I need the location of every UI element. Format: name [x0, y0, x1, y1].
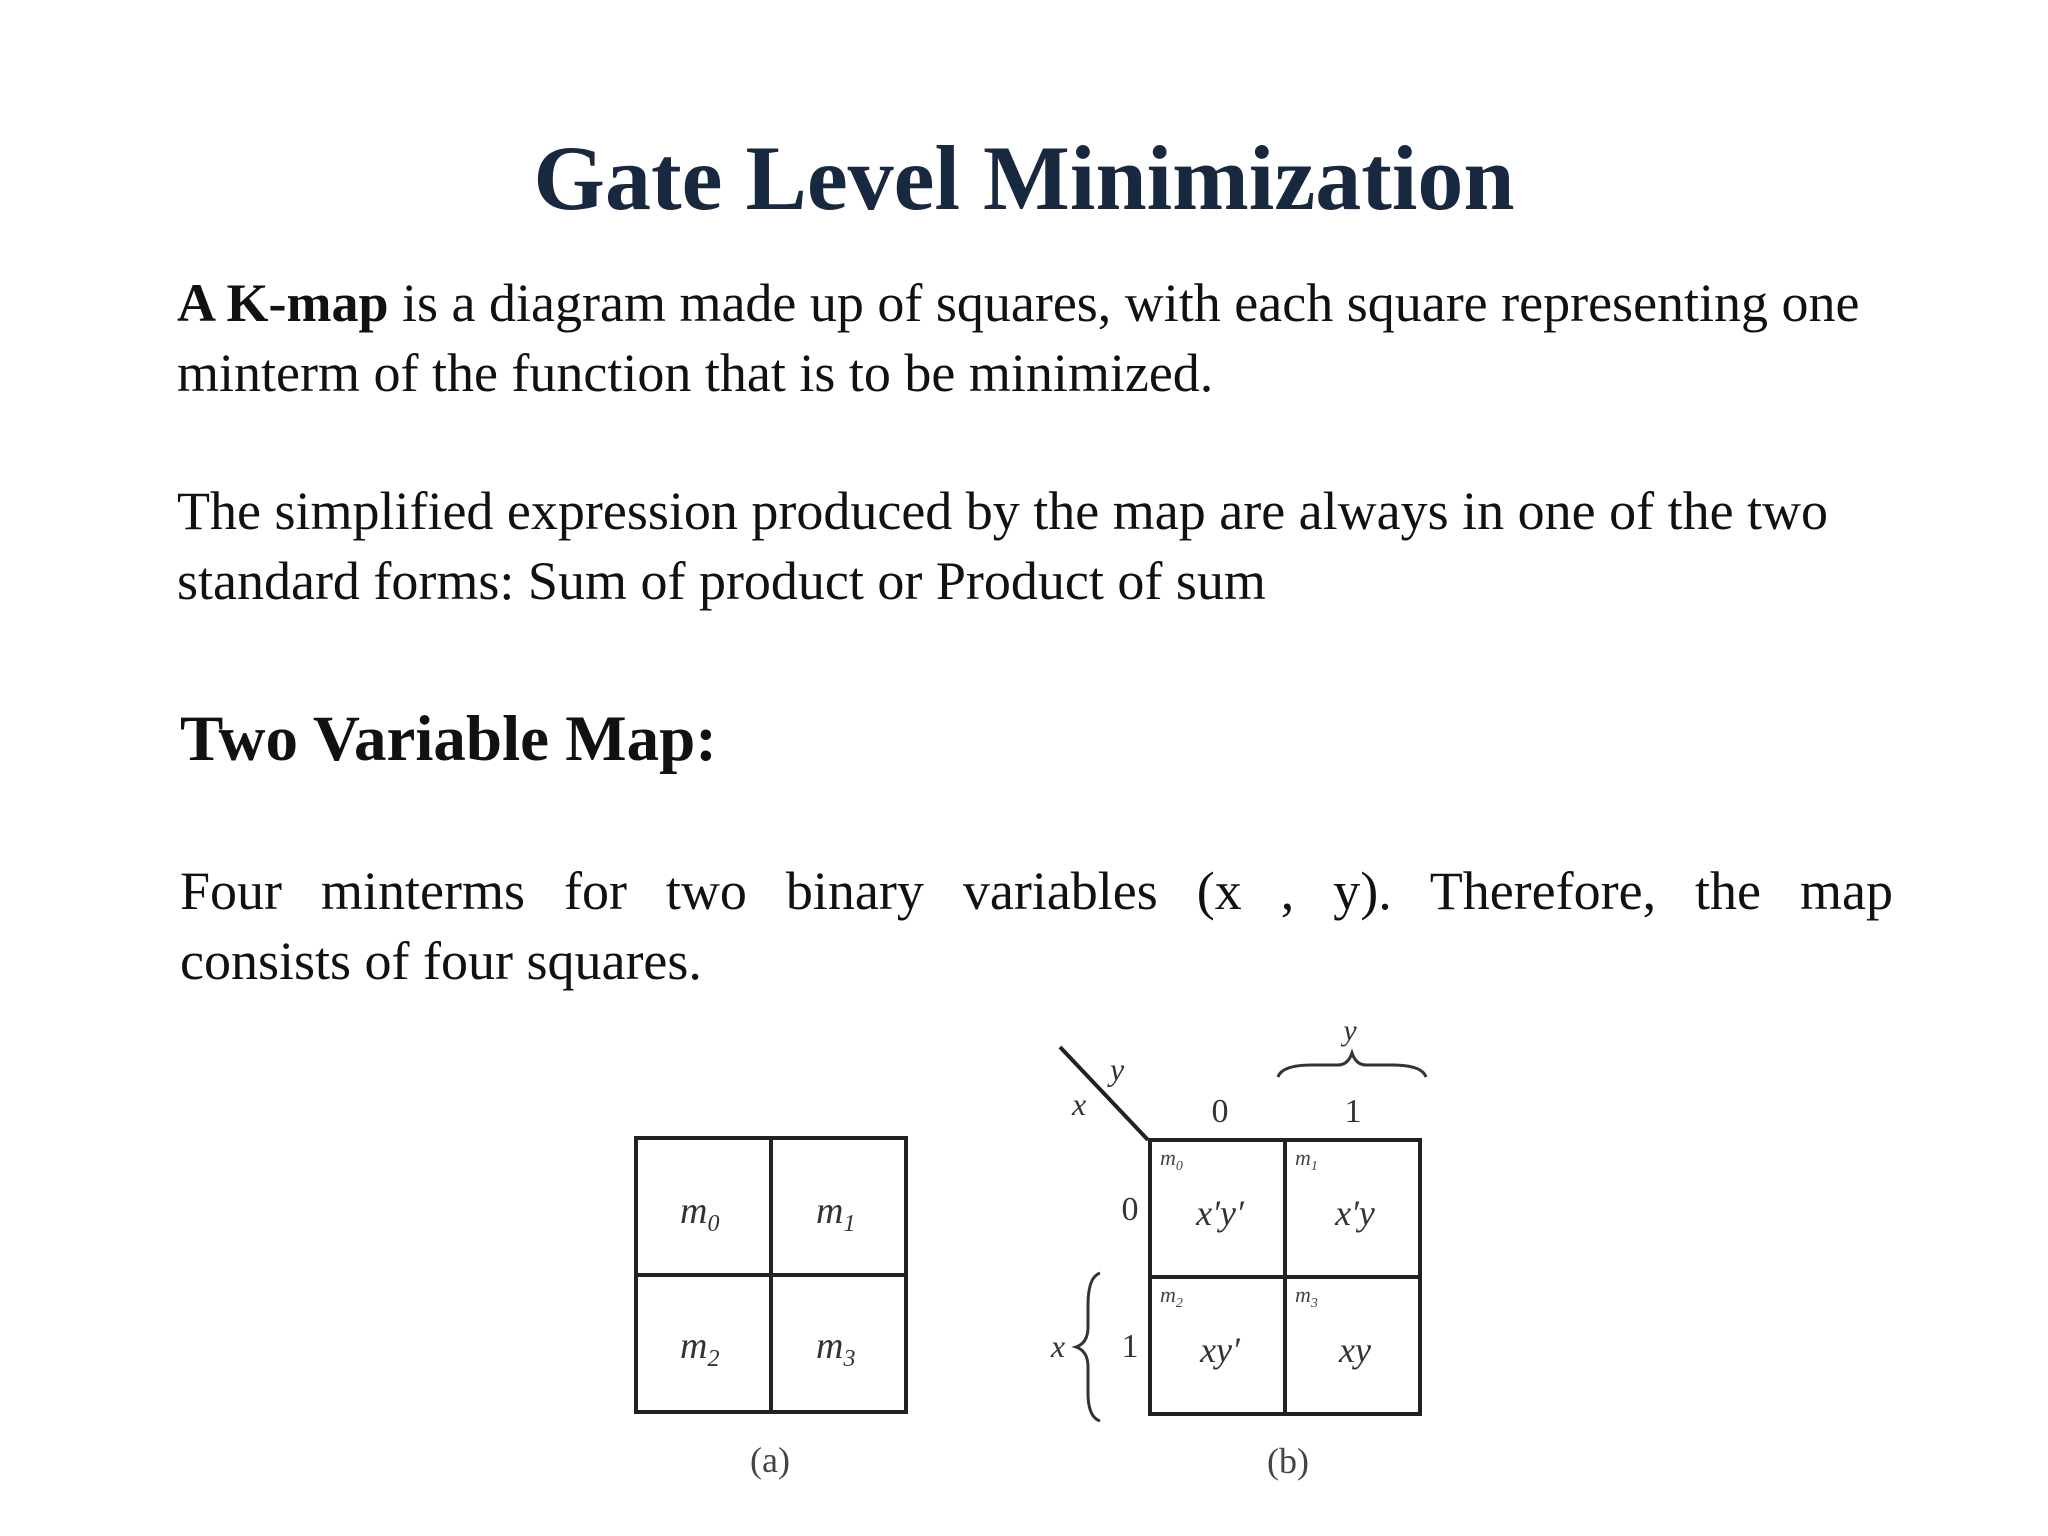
- kmap-b-cell-tag-m1: $m_1$: [1295, 1145, 1318, 1174]
- kmap-b-corner-y-label: y: [1110, 1051, 1125, 1087]
- kmap-b-row-label-0: 0: [1121, 1191, 1139, 1228]
- kmap-b-col-label-1: 1: [1344, 1093, 1362, 1130]
- kmap-b-cell-expr-0: x′y′: [1196, 1193, 1244, 1233]
- kmap-b-left-brace: [1076, 1273, 1100, 1421]
- standard-forms-paragraph: The simplified expression produced by the map are always in one of the two standard forms: Sum of product or Product of sum: [177, 481, 1829, 611]
- kmap-a-cell-m0: $m_0$: [680, 1190, 720, 1237]
- kmap-term: A K-map: [177, 273, 389, 333]
- two-variable-paragraph: [180, 856, 1893, 996]
- slide-title: Gate Level Minimization: [533, 127, 1515, 229]
- kmap-a-cell-m2: $m_2$: [680, 1325, 720, 1372]
- kmap-definition-text: is a diagram made up of squares, with each square representing one minterm of the function that is to be minimized.: [177, 273, 1860, 403]
- two-variable-line-1: Four minterms for two binary variables (x , y). Therefore, the map: [180, 861, 1893, 921]
- kmap-b-corner-x-label: x: [1072, 1086, 1087, 1122]
- kmap-b-top-brace: [1278, 1053, 1426, 1077]
- two-variable-line-2: consists of four squares.: [180, 931, 702, 991]
- section-heading: Two Variable Map:: [180, 703, 717, 775]
- kmap-b-cell-expr-2: xy′: [1200, 1330, 1240, 1370]
- kmap-a-grid: [636, 1138, 906, 1412]
- kmap-b-cell-expr-3: xy: [1339, 1330, 1371, 1370]
- kmap-b-col-label-0: 0: [1211, 1093, 1229, 1130]
- kmap-b-brace-left-label: x: [1050, 1328, 1066, 1364]
- kmap-b-caption: (b): [1267, 1441, 1309, 1481]
- kmap-b-cell-tag-m0: $m_0$: [1160, 1145, 1183, 1174]
- kmap-b-cell-expr-1: x′y: [1335, 1193, 1375, 1233]
- kmap-b-cell-tag-m2: $m_2$: [1160, 1282, 1183, 1311]
- kmap-figure-a: [620, 1120, 940, 1500]
- kmap-a-cell-m3: $m_3$: [816, 1325, 856, 1372]
- kmap-b-row-label-1: 1: [1121, 1328, 1139, 1365]
- kmap-b-grid: [1150, 1140, 1420, 1414]
- kmap-b-cell-tag-m3: $m_3$: [1295, 1282, 1318, 1311]
- kmap-a-caption: (a): [750, 1440, 790, 1480]
- kmap-a-cell-m1: $m_1$: [816, 1190, 856, 1237]
- kmap-figure-b: [1030, 1005, 1450, 1505]
- kmap-b-brace-top-label: y: [1343, 1014, 1357, 1047]
- kmap-definition-paragraph: [177, 268, 1877, 408]
